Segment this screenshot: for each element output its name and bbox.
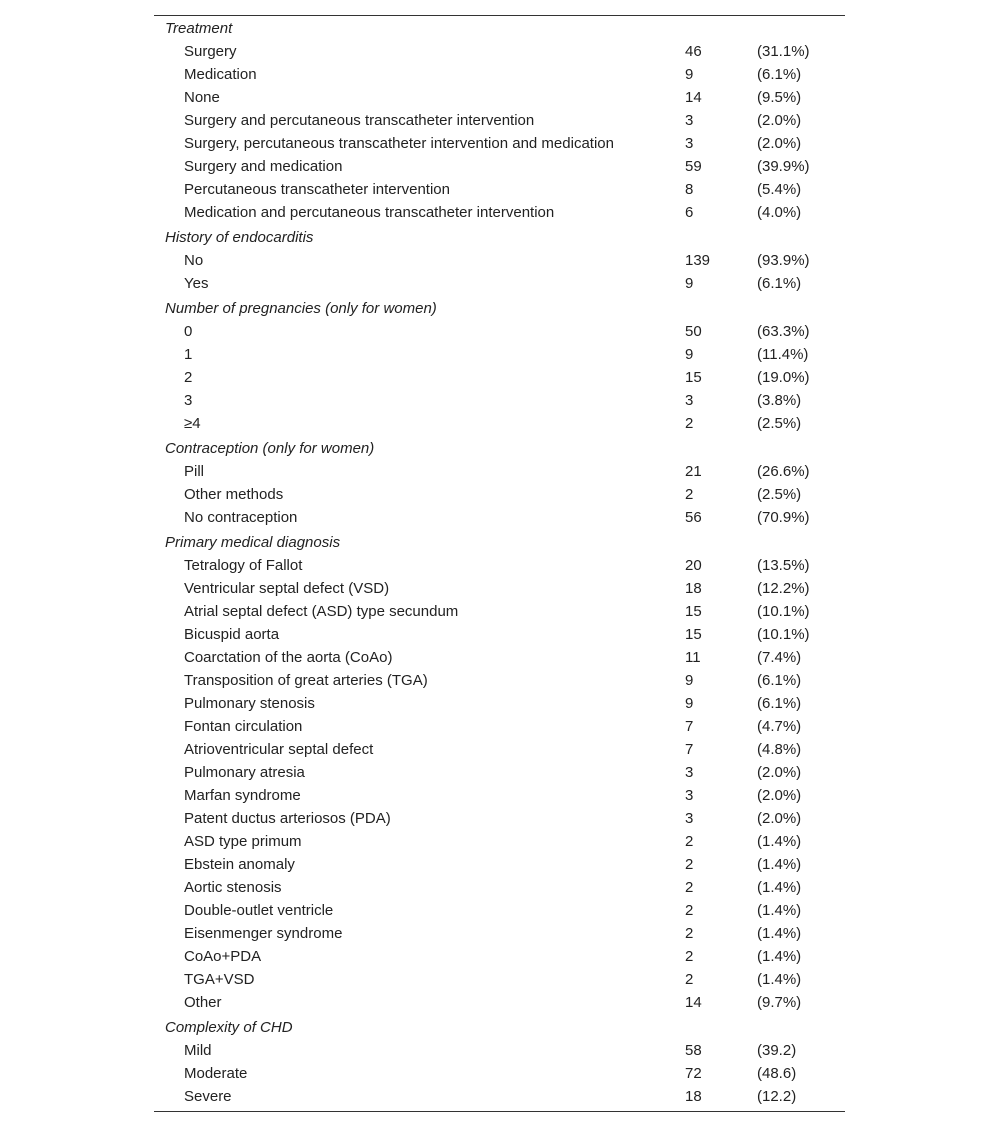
row-percent: (11.4%) (757, 346, 809, 363)
table-row (154, 646, 845, 669)
row-label: CoAo+PDA (184, 948, 262, 965)
table-row (154, 761, 845, 784)
row-percent: (4.8%) (757, 741, 802, 758)
row-label: Severe (184, 1088, 232, 1105)
row-percent: (48.6) (757, 1065, 797, 1082)
row-label: Tetralogy of Fallot (184, 557, 303, 574)
row-label: Mild (184, 1042, 212, 1059)
row-label: Medication and percutaneous transcatheter intervention (184, 204, 555, 221)
row-percent: (2.0%) (757, 764, 802, 781)
row-percent: (9.7%) (757, 994, 802, 1011)
row-label: ≥4 (184, 415, 201, 432)
table-row (154, 922, 845, 945)
row-percent: (10.1%) (757, 626, 810, 643)
table-row (154, 320, 845, 343)
row-count: 2 (685, 415, 694, 432)
row-label: Pill (184, 463, 205, 480)
row-count: 15 (685, 603, 702, 620)
row-percent: (12.2%) (757, 580, 810, 597)
row-count: 15 (685, 626, 702, 643)
table-row (154, 899, 845, 922)
row-count: 58 (685, 1042, 702, 1059)
table-row (154, 830, 845, 853)
row-count: 11 (685, 649, 701, 666)
table-section (154, 437, 845, 529)
row-percent: (9.5%) (757, 89, 802, 106)
row-label: Percutaneous transcatheter intervention (184, 181, 450, 198)
table-row (154, 178, 845, 201)
row-percent: (63.3%) (757, 323, 810, 340)
row-label: Other methods (184, 486, 284, 503)
table-row (154, 412, 845, 435)
row-percent: (2.0%) (757, 810, 802, 827)
row-count: 3 (685, 810, 694, 827)
row-count: 2 (685, 833, 694, 850)
row-label: Eisenmenger syndrome (184, 925, 343, 942)
row-percent: (2.5%) (757, 415, 802, 432)
row-count: 50 (685, 323, 702, 340)
row-percent: (12.2) (757, 1088, 797, 1105)
row-label: Ebstein anomaly (184, 856, 295, 873)
row-count: 7 (685, 741, 694, 758)
row-percent: (1.4%) (757, 856, 802, 873)
row-label: 2 (184, 369, 193, 386)
row-label: ASD type primum (184, 833, 302, 850)
table-row (154, 784, 845, 807)
row-label: Surgery (184, 43, 237, 60)
row-percent: (1.4%) (757, 833, 802, 850)
table-row (154, 272, 845, 295)
table-row (154, 201, 845, 224)
row-label: Atrial septal defect (ASD) type secundum (184, 603, 459, 620)
row-percent: (4.7%) (757, 718, 802, 735)
row-label: Transposition of great arteries (TGA) (184, 672, 428, 689)
row-count: 14 (685, 994, 702, 1011)
table-section (154, 226, 845, 295)
row-label: Coarctation of the aorta (CoAo) (184, 649, 393, 666)
row-count: 20 (685, 557, 702, 574)
row-percent: (2.0%) (757, 787, 802, 804)
row-count: 7 (685, 718, 694, 735)
section-title: Treatment (165, 20, 233, 37)
section-title: Primary medical diagnosis (165, 534, 341, 551)
row-count: 2 (685, 879, 694, 896)
row-percent: (13.5%) (757, 557, 810, 574)
section-title: Number of pregnancies (only for women) (165, 300, 437, 317)
table-row (154, 389, 845, 412)
table-row (154, 669, 845, 692)
row-label: 1 (184, 346, 193, 363)
row-count: 9 (685, 275, 694, 292)
table-row (154, 715, 845, 738)
row-percent: (39.2) (757, 1042, 797, 1059)
table-row (154, 483, 845, 506)
row-percent: (1.4%) (757, 948, 802, 965)
row-count: 3 (685, 764, 694, 781)
table-row (154, 155, 845, 178)
row-percent: (2.0%) (757, 112, 802, 129)
row-percent: (4.0%) (757, 204, 802, 221)
row-count: 2 (685, 486, 694, 503)
table-row (154, 807, 845, 830)
table-row (154, 1039, 845, 1062)
row-label: TGA+VSD (184, 971, 255, 988)
row-label: Atrioventricular septal defect (184, 741, 374, 758)
table-row (154, 86, 845, 109)
row-label: Fontan circulation (184, 718, 303, 735)
row-label: No contraception (184, 509, 298, 526)
table-row (154, 460, 845, 483)
table-row (154, 738, 845, 761)
row-label: Pulmonary stenosis (184, 695, 315, 712)
row-percent: (2.0%) (757, 135, 802, 152)
row-percent: (3.8%) (757, 392, 802, 409)
row-count: 6 (685, 204, 694, 221)
row-count: 9 (685, 695, 694, 712)
table-row (154, 853, 845, 876)
row-percent: (10.1%) (757, 603, 810, 620)
row-percent: (31.1%) (757, 43, 810, 60)
row-percent: (6.1%) (757, 66, 802, 83)
row-percent: (19.0%) (757, 369, 810, 386)
row-count: 3 (685, 392, 694, 409)
row-count: 18 (685, 1088, 702, 1105)
row-count: 2 (685, 856, 694, 873)
row-count: 59 (685, 158, 702, 175)
row-percent: (7.4%) (757, 649, 802, 666)
row-percent: (1.4%) (757, 925, 802, 942)
row-label: No (184, 252, 204, 269)
row-percent: (93.9%) (757, 252, 810, 269)
row-label: None (184, 89, 220, 106)
table-row (154, 945, 845, 968)
data-table (154, 15, 845, 1112)
row-percent: (1.4%) (757, 971, 802, 988)
row-label: Yes (184, 275, 209, 292)
table-row (154, 109, 845, 132)
table-section (154, 297, 845, 435)
row-label: Other (184, 994, 222, 1011)
row-count: 3 (685, 112, 694, 129)
row-count: 9 (685, 346, 694, 363)
row-percent: (6.1%) (757, 695, 802, 712)
row-label: 3 (184, 392, 193, 409)
table-row (154, 623, 845, 646)
row-count: 139 (685, 252, 711, 269)
table-row (154, 249, 845, 272)
row-label: Patent ductus arteriosos (PDA) (184, 810, 391, 827)
table-section (154, 1016, 845, 1108)
row-percent: (5.4%) (757, 181, 802, 198)
section-title: Contraception (only for women) (165, 440, 375, 457)
row-label: Moderate (184, 1065, 248, 1082)
row-count: 9 (685, 66, 694, 83)
table-row (154, 968, 845, 991)
row-count: 9 (685, 672, 694, 689)
row-count: 46 (685, 43, 702, 60)
row-percent: (1.4%) (757, 879, 802, 896)
row-count: 18 (685, 580, 702, 597)
row-label: 0 (184, 323, 193, 340)
table-row (154, 1085, 845, 1108)
section-title: History of endocarditis (165, 229, 314, 246)
table-row (154, 1062, 845, 1085)
table-row (154, 692, 845, 715)
row-label: Surgery and percutaneous transcatheter intervention (184, 112, 535, 129)
row-label: Marfan syndrome (184, 787, 301, 804)
table-section (154, 531, 845, 1014)
row-label: Bicuspid aorta (184, 626, 280, 643)
table-row (154, 554, 845, 577)
table-row (154, 132, 845, 155)
table-row (154, 577, 845, 600)
row-label: Aortic stenosis (184, 879, 282, 896)
table-row (154, 366, 845, 389)
row-label: Medication (184, 66, 257, 83)
row-percent: (39.9%) (757, 158, 810, 175)
row-count: 2 (685, 902, 694, 919)
row-label: Surgery and medication (184, 158, 343, 175)
row-label: Ventricular septal defect (VSD) (184, 580, 390, 597)
table-row (154, 63, 845, 86)
row-count: 2 (685, 971, 694, 988)
row-percent: (1.4%) (757, 902, 802, 919)
row-count: 8 (685, 181, 694, 198)
table-row (154, 600, 845, 623)
table-row (154, 506, 845, 529)
row-label: Double-outlet ventricle (184, 902, 334, 919)
row-count: 14 (685, 89, 702, 106)
row-percent: (2.5%) (757, 486, 802, 503)
table-row (154, 343, 845, 366)
row-count: 2 (685, 925, 694, 942)
row-count: 3 (685, 135, 694, 152)
table-row (154, 991, 845, 1014)
row-percent: (6.1%) (757, 672, 802, 689)
table-row (154, 40, 845, 63)
row-count: 15 (685, 369, 702, 386)
row-percent: (70.9%) (757, 509, 810, 526)
row-label: Surgery, percutaneous transcatheter intervention and medication (184, 135, 614, 152)
table-row (154, 876, 845, 899)
row-count: 3 (685, 787, 694, 804)
row-count: 21 (685, 463, 702, 480)
table-section (154, 17, 845, 224)
section-title: Complexity of CHD (165, 1019, 293, 1036)
row-count: 72 (685, 1065, 702, 1082)
row-count: 56 (685, 509, 702, 526)
row-percent: (6.1%) (757, 275, 802, 292)
row-label: Pulmonary atresia (184, 764, 305, 781)
row-count: 2 (685, 948, 694, 965)
row-percent: (26.6%) (757, 463, 810, 480)
